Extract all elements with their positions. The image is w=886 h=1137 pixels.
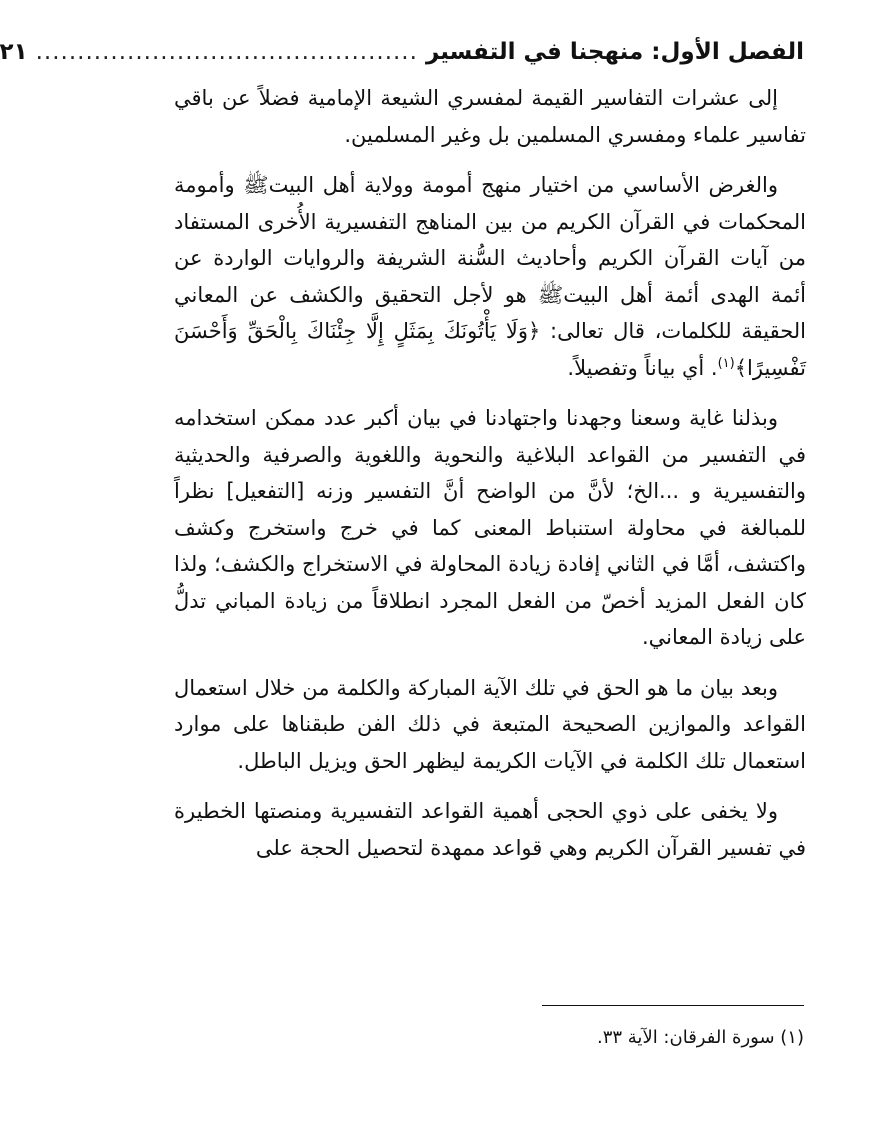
paragraph-2	[174, 167, 806, 386]
paragraph-2-text-mid: وأمومة المحكمات في القرآن الكريم من بين المناهج التفسيرية الأُخرى المستفاد من آيات القرآن الكريم وأحاديث السُّنة الشريفة والروايات الواردة عن أئمة الهدى أئمة أهل البيت	[174, 173, 806, 307]
paragraph-2-text-end: . أي بياناً وتفصيلاً.	[567, 355, 718, 380]
leader-dots: ..............................................	[35, 39, 418, 65]
quran-verse: ﴿وَلَا يَأْتُونَكَ بِمَثَلٍ إِلَّا جِئْنَاكَ بِالْحَقِّ وَأَحْسَنَ تَفْسِيرًا﴾	[174, 319, 806, 380]
running-header	[0, 30, 804, 74]
honorific-symbol: ﷺ	[243, 173, 269, 197]
footnote: (١) سورة الفرقان: الآية ٣٣.	[596, 1027, 804, 1048]
paragraph-2-text-before: والغرض الأساسي من اختيار منهج أمومة وولاية أهل البيت	[268, 173, 778, 197]
paragraph-1: إلى عشرات التفاسير القيمة لمفسري الشيعة الإمامية فضلاً عن باقي تفاسير علماء ومفسري المسلمين بل وغير المسلمين.	[174, 86, 806, 147]
paragraph-2-text-after: هو لأجل التحقيق والكشف عن المعاني الحقيقة للكلمات، قال تعالى:	[174, 282, 806, 343]
body-text	[174, 80, 806, 880]
paragraph-4: وبعد بيان ما هو الحق في تلك الآية المباركة والكلمة من خلال استعمال القواعد والموازين الصحيحة المتبعة في ذلك الفن طبقناها على موارد استعمال تلك الكلمة في الآيات الكريمة ليظهر الحق ويزيل الباطل.	[174, 675, 806, 773]
footnote-divider	[542, 1005, 804, 1006]
footnote-reference[interactable]: (١)	[717, 355, 735, 371]
paragraph-3: وبذلنا غاية وسعنا وجهدنا واجتهادنا في بيان أكبر عدد ممكن استخدامه في التفسير من القواعد البلاغية والنحوية واللغوية والصرفية والحديثية والتفسيرية و ...الخ؛ لأنَّ من الواضح أنَّ التفسير وزنه [التفعيل] نظراً للمبالغة في محاولة استنباط المعنى كما في خرج واستخرج وكشف واكتشف، أمَّا في الثاني إفادة زيادة المحاولة في الاستخراج والكشف؛ ولذا كان الفعل المزيد أخصّ من الفعل المجرد انطلاقاً من زيادة المباني تدلُّ على زيادة المعاني.	[174, 406, 806, 649]
chapter-title: الفصل الأول: منهجنا في التفسير	[425, 39, 804, 65]
honorific-symbol: ﷺ	[537, 282, 564, 307]
paragraph-5: ولا يخفى على ذوي الحجى أهمية القواعد التفسيرية ومنصتها الخطيرة في تفسير القرآن الكريم وهي قواعد ممهدة لتحصيل الحجة على	[174, 799, 806, 860]
page-number: ٢١	[0, 39, 28, 65]
